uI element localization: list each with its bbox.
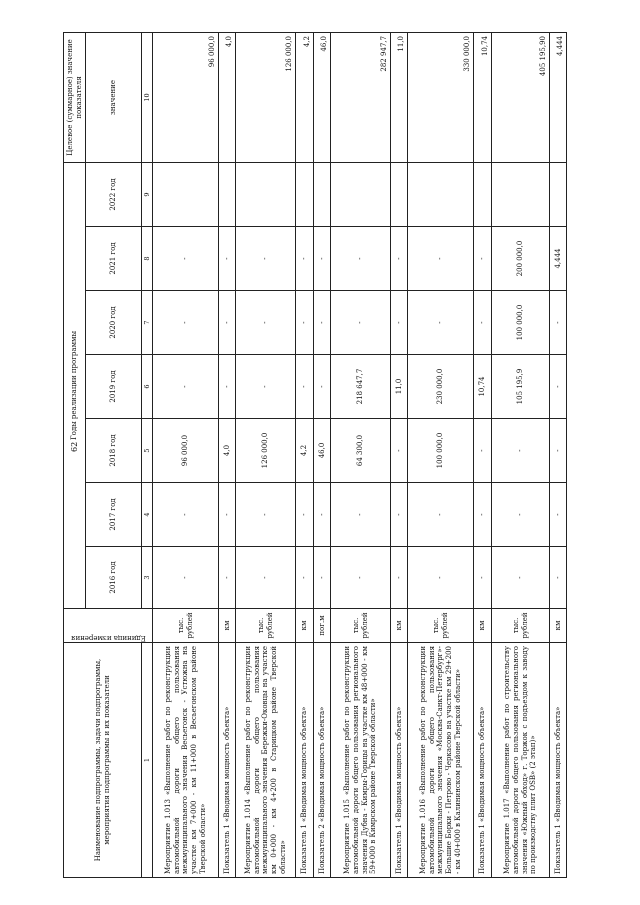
row-total: 96 000,0 — [153, 32, 219, 162]
rotated-page — [63, 33, 623, 878]
row-total: 405 195,90 — [492, 32, 550, 162]
row-name: Показатель 1 «Вводимая мощность объекта» — [550, 643, 567, 878]
row-year-value: 4,2 — [296, 419, 314, 483]
row-year-value: - — [219, 355, 236, 419]
row-year-value: - — [492, 547, 550, 609]
row-name: Показатель 1 «Вводимая мощность объекта» — [296, 643, 314, 878]
table-row — [153, 32, 219, 877]
row-year-value: 11,0 — [391, 355, 408, 419]
row-year-value — [331, 162, 391, 226]
row-total: 4,2 — [296, 32, 314, 162]
row-year-value: - — [331, 291, 391, 355]
row-year-value — [153, 162, 219, 226]
row-year-value: - — [153, 227, 219, 291]
table-row — [236, 32, 296, 877]
row-unit: км — [474, 609, 492, 643]
table-row — [391, 32, 408, 877]
col-number: 10 — [142, 32, 153, 162]
row-year-value: - — [331, 547, 391, 609]
table-row — [474, 32, 492, 877]
table-row — [408, 32, 474, 877]
row-year-value: - — [314, 227, 331, 291]
header-unit-text: Единица измерения — [70, 634, 146, 642]
row-year-value: 200 000,0 — [492, 227, 550, 291]
row-year-value: - — [219, 483, 236, 547]
header-unit — [64, 609, 153, 643]
row-name: Показатель 2 «Вводимая мощность объекта» — [314, 643, 331, 878]
row-name: Показатель 1 «Вводимая мощность объекта» — [219, 643, 236, 878]
row-year-value: - — [474, 227, 492, 291]
row-name: Мероприятие 1.015 «Выполнение работ по реконструкции автомобильной дороги общего пользования регионального значения Дубна - Кимры-Горицы на участке км 48+000 - км 59+000 в Кимрском районе Тверской области» — [331, 643, 391, 878]
header-year-2016: 2016 год — [86, 547, 142, 609]
row-year-value — [296, 162, 314, 226]
row-unit: тыс. рублей — [153, 609, 219, 643]
header-year-2021: 2021 год — [86, 227, 142, 291]
row-year-value: 64 300,0 — [331, 419, 391, 483]
table-row — [314, 32, 331, 877]
row-year-value: - — [314, 291, 331, 355]
row-year-value: - — [236, 547, 296, 609]
row-year-value: - — [296, 547, 314, 609]
row-year-value: 46,0 — [314, 419, 331, 483]
row-year-value: - — [219, 291, 236, 355]
header-year-2022: 2022 год — [86, 162, 142, 226]
row-year-value: - — [474, 419, 492, 483]
col-number: 4 — [142, 483, 153, 547]
row-year-value: - — [153, 483, 219, 547]
row-year-value: - — [236, 291, 296, 355]
row-unit: пог.м — [314, 609, 331, 643]
row-year-value: - — [408, 483, 474, 547]
row-unit: км — [550, 609, 567, 643]
col-number: 3 — [142, 547, 153, 609]
row-year-value — [550, 162, 567, 226]
page-number: 62 — [70, 441, 79, 452]
row-year-value: - — [314, 547, 331, 609]
row-year-value — [408, 162, 474, 226]
col-number: 7 — [142, 291, 153, 355]
table-row — [219, 32, 236, 877]
table-row — [492, 32, 550, 877]
header-value: значение — [86, 32, 142, 162]
row-name: Показатель 1 «Вводимая мощность объекта» — [474, 643, 492, 878]
row-year-value: - — [331, 227, 391, 291]
row-year-value — [219, 162, 236, 226]
header-year-2019: 2019 год — [86, 355, 142, 419]
row-year-value: - — [219, 227, 236, 291]
row-unit: км — [391, 609, 408, 643]
row-unit: тыс. рублей — [408, 609, 474, 643]
row-year-value: - — [236, 483, 296, 547]
row-year-value: 10,74 — [474, 355, 492, 419]
row-year-value: 230 000,0 — [408, 355, 474, 419]
row-year-value — [236, 162, 296, 226]
row-year-value: - — [492, 419, 550, 483]
row-year-value: - — [296, 227, 314, 291]
row-year-value: 100 000,0 — [492, 291, 550, 355]
col-number: 1 — [142, 643, 153, 878]
row-total: 126 000,0 — [236, 32, 296, 162]
row-year-value: - — [391, 547, 408, 609]
row-year-value: - — [550, 547, 567, 609]
row-year-value: - — [236, 355, 296, 419]
row-year-value: - — [391, 483, 408, 547]
row-total: 4,444 — [550, 32, 567, 162]
table-row — [550, 32, 567, 877]
row-year-value: - — [408, 547, 474, 609]
row-year-value: 96 000,0 — [153, 419, 219, 483]
row-year-value: 126 000,0 — [236, 419, 296, 483]
row-unit: км — [219, 609, 236, 643]
col-number: 8 — [142, 227, 153, 291]
row-total: 10,74 — [474, 32, 492, 162]
row-year-value: - — [296, 355, 314, 419]
row-total: 282 947,7 — [331, 32, 391, 162]
row-name: Мероприятие 1.013 «Выполнение работ по реконструкции автомобильной дороги общего пользования межмуниципального значения Весьегонск - Устюжна на участке км 7+000 - км 11+000 в Весьегонском районе Тверской области» — [153, 643, 219, 878]
row-year-value: - — [296, 483, 314, 547]
header-years-group: Годы реализации программы — [64, 162, 86, 608]
row-year-value: - — [153, 547, 219, 609]
row-year-value: - — [391, 227, 408, 291]
row-year-value: 4,444 — [550, 227, 567, 291]
header-name: Наименование подпрограммы, задачи подпрограммы, мероприятия подпрограммы и их показатели — [64, 643, 142, 878]
row-year-value: - — [153, 291, 219, 355]
row-year-value: - — [314, 483, 331, 547]
row-year-value: - — [296, 291, 314, 355]
row-year-value: - — [408, 227, 474, 291]
row-year-value: - — [550, 291, 567, 355]
row-year-value — [474, 162, 492, 226]
row-year-value — [391, 162, 408, 226]
row-total: 11,0 — [391, 32, 408, 162]
header-year-2017: 2017 год — [86, 483, 142, 547]
row-total: 330 000,0 — [408, 32, 474, 162]
header-year-2018: 2018 год — [86, 419, 142, 483]
row-year-value — [314, 162, 331, 226]
row-name: Мероприятие 1.016 «Выполнение работ по реконструкции автомобильной дороги общего пользования межмуниципального значения «Москва-Санкт-Петербург»-Большие Борки - Петрово - Черкасово на участке км 29+200 - км 40+000 в Калининском районе Тверской области» — [408, 643, 474, 878]
program-table — [63, 32, 567, 878]
table-row — [296, 32, 314, 877]
col-number: 9 — [142, 162, 153, 226]
table-body — [153, 32, 567, 877]
row-year-value: - — [331, 483, 391, 547]
row-year-value: 100 000,0 — [408, 419, 474, 483]
row-year-value: - — [236, 227, 296, 291]
row-year-value: - — [219, 547, 236, 609]
row-year-value: - — [550, 483, 567, 547]
row-year-value: 4,0 — [219, 419, 236, 483]
row-year-value: - — [408, 291, 474, 355]
table-row — [331, 32, 391, 877]
row-total: 46,0 — [314, 32, 331, 162]
row-year-value: 218 647,7 — [331, 355, 391, 419]
row-unit: тыс. рублей — [236, 609, 296, 643]
row-year-value: - — [153, 355, 219, 419]
header-target: Целевое (суммарное) значение показателя — [64, 32, 86, 162]
row-year-value: - — [474, 547, 492, 609]
row-unit: км — [296, 609, 314, 643]
row-year-value: - — [391, 291, 408, 355]
row-name: Мероприятие 1.017 «Выполнение работ по строительству автомобильной дороги общего пользования регионального значения «Южный обход» г. Торжок с подъездом к заводу по производству плит OSB» (2 этап)» — [492, 643, 550, 878]
row-unit: тыс. рублей — [492, 609, 550, 643]
row-year-value: - — [474, 483, 492, 547]
row-year-value: 105 195,9 — [492, 355, 550, 419]
row-year-value — [492, 162, 550, 226]
row-year-value: - — [550, 419, 567, 483]
row-unit: тыс. рублей — [331, 609, 391, 643]
row-year-value: - — [492, 483, 550, 547]
row-total: 4,0 — [219, 32, 236, 162]
row-year-value: - — [550, 355, 567, 419]
col-number: 6 — [142, 355, 153, 419]
col-number: 5 — [142, 419, 153, 483]
row-name: Показатель 1 «Вводимая мощность объекта» — [391, 643, 408, 878]
header-year-2020: 2020 год — [86, 291, 142, 355]
row-year-value: - — [474, 291, 492, 355]
row-year-value: - — [314, 355, 331, 419]
row-year-value: - — [391, 419, 408, 483]
row-name: Мероприятие 1.014 «Выполнение работ по реконструкции автомобильной дороги общего пользования межмуниципального значения Бережки-Оковцы на участке км 0+000 - км 4+200 в Старицком районе Тверской области» — [236, 643, 296, 878]
